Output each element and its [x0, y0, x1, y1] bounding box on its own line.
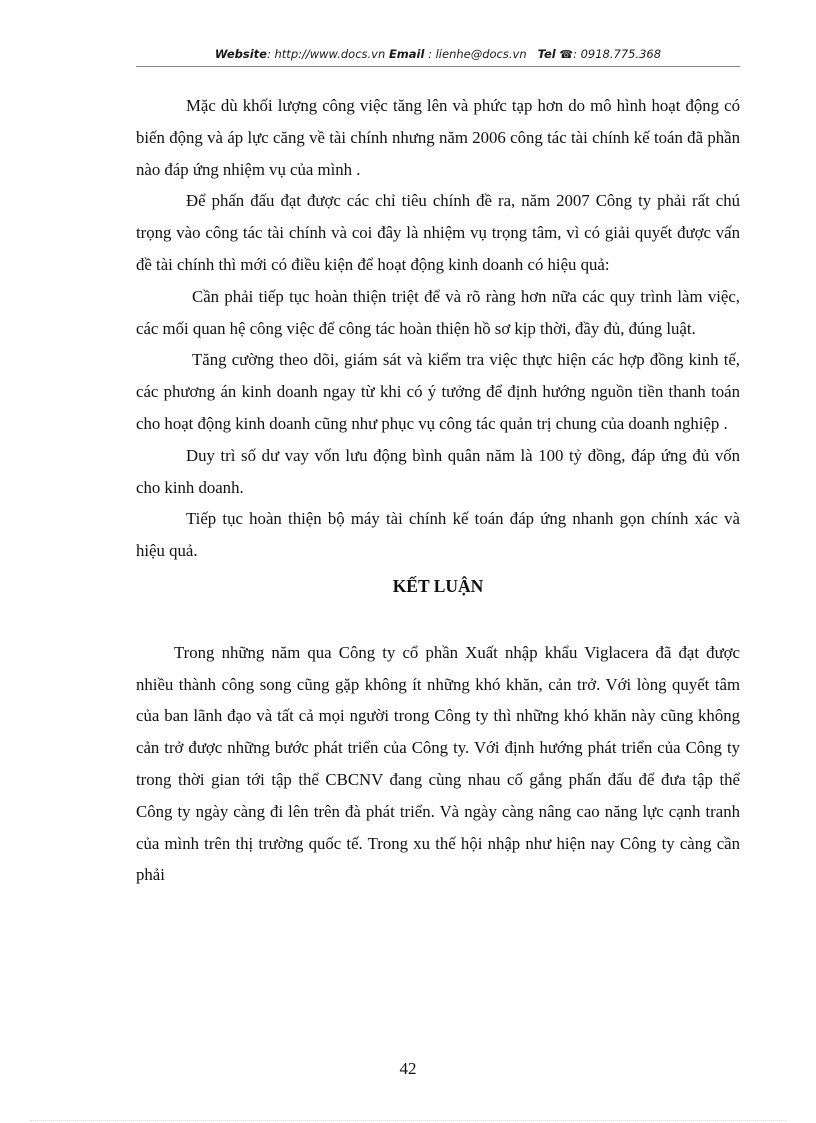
paragraph-4: Tăng cường theo dõi, giám sát và kiểm tra việc thực hiện các hợp đồng kinh tế, các phương án kinh doanh ngay từ khi có ý tưởng để định hướng nguồn tiền thanh toán cho hoạt động kinh doanh cũng như phục vụ công tác quản trị chung của doanh nghiệp . — [136, 350, 740, 433]
section-title: KẾT LUẬN — [392, 575, 484, 596]
paragraph-1: Mặc dù khối lượng công việc tăng lên và phức tạp hơn do mô hình hoạt động có biến động và áp lực căng về tài chính nhưng năm 2006 công tác tài chính kế toán đã phần nào đáp ứng nhiệm vụ của mình . — [136, 96, 740, 179]
document-body — [136, 90, 740, 891]
tel-label: Tel — [537, 47, 556, 61]
website-url[interactable]: : http://www.docs.vn — [266, 47, 386, 61]
phone-icon: ☎ — [559, 48, 574, 61]
website-label: Website — [214, 47, 267, 61]
page-header — [136, 47, 740, 61]
page-bottom-border — [30, 1120, 786, 1121]
tel-number: : 0918.775.368 — [573, 47, 662, 61]
paragraph-6: Tiếp tục hoàn thiện bộ máy tài chính kế toán đáp ứng nhanh gọn chính xác và hiệu quả. — [136, 509, 740, 561]
email-address[interactable]: : lienhe@docs.vn — [424, 47, 527, 61]
page-number: 42 — [399, 1059, 417, 1078]
header-divider — [136, 66, 740, 67]
paragraph-5: Duy trì số dư vay vốn lưu động bình quân năm là 100 tỷ đồng, đáp ứng đủ vốn cho kinh doanh. — [136, 445, 740, 497]
paragraph-3: Cần phải tiếp tục hoàn thiện triệt để và rõ ràng hơn nữa các quy trình làm việc, các mối quan hệ công việc để công tác hoàn thiện hồ sơ kịp thời, đầy đủ, đúng luật. — [136, 286, 740, 338]
email-label: Email — [388, 47, 425, 61]
paragraph-2: Để phấn đấu đạt được các chỉ tiêu chính đề ra, năm 2007 Công ty phải rất chú trọng vào công tác tài chính và coi đây là nhiệm vụ trọng tâm, vì có giải quyết được vấn đề tài chính thì mới có điều kiện để hoạt động kinh doanh có hiệu quả: — [136, 191, 740, 274]
conclusion-paragraph: Trong những năm qua Công ty cổ phần Xuất nhập khẩu Viglacera đã đạt được nhiều thành công song cũng gặp không ít những khó khăn, cản trở. Với lòng quyết tâm của ban lãnh đạo và tất cả mọi người trong Công ty thì những khó khăn này cũng không cản trở được những bước phát triển của Công ty. Với định hướng phát triển của Công ty trong thời gian tới tập thể CBCNV đang cùng nhau cố gắng phấn đấu để đưa tập thể Công ty ngày càng đi lên trên đà phát triển. Và ngày càng nâng cao năng lực cạnh tranh của mình trên thị trường quốc tế. Trong xu thế hội nhập như hiện nay Công ty càng cần phải — [136, 642, 740, 885]
